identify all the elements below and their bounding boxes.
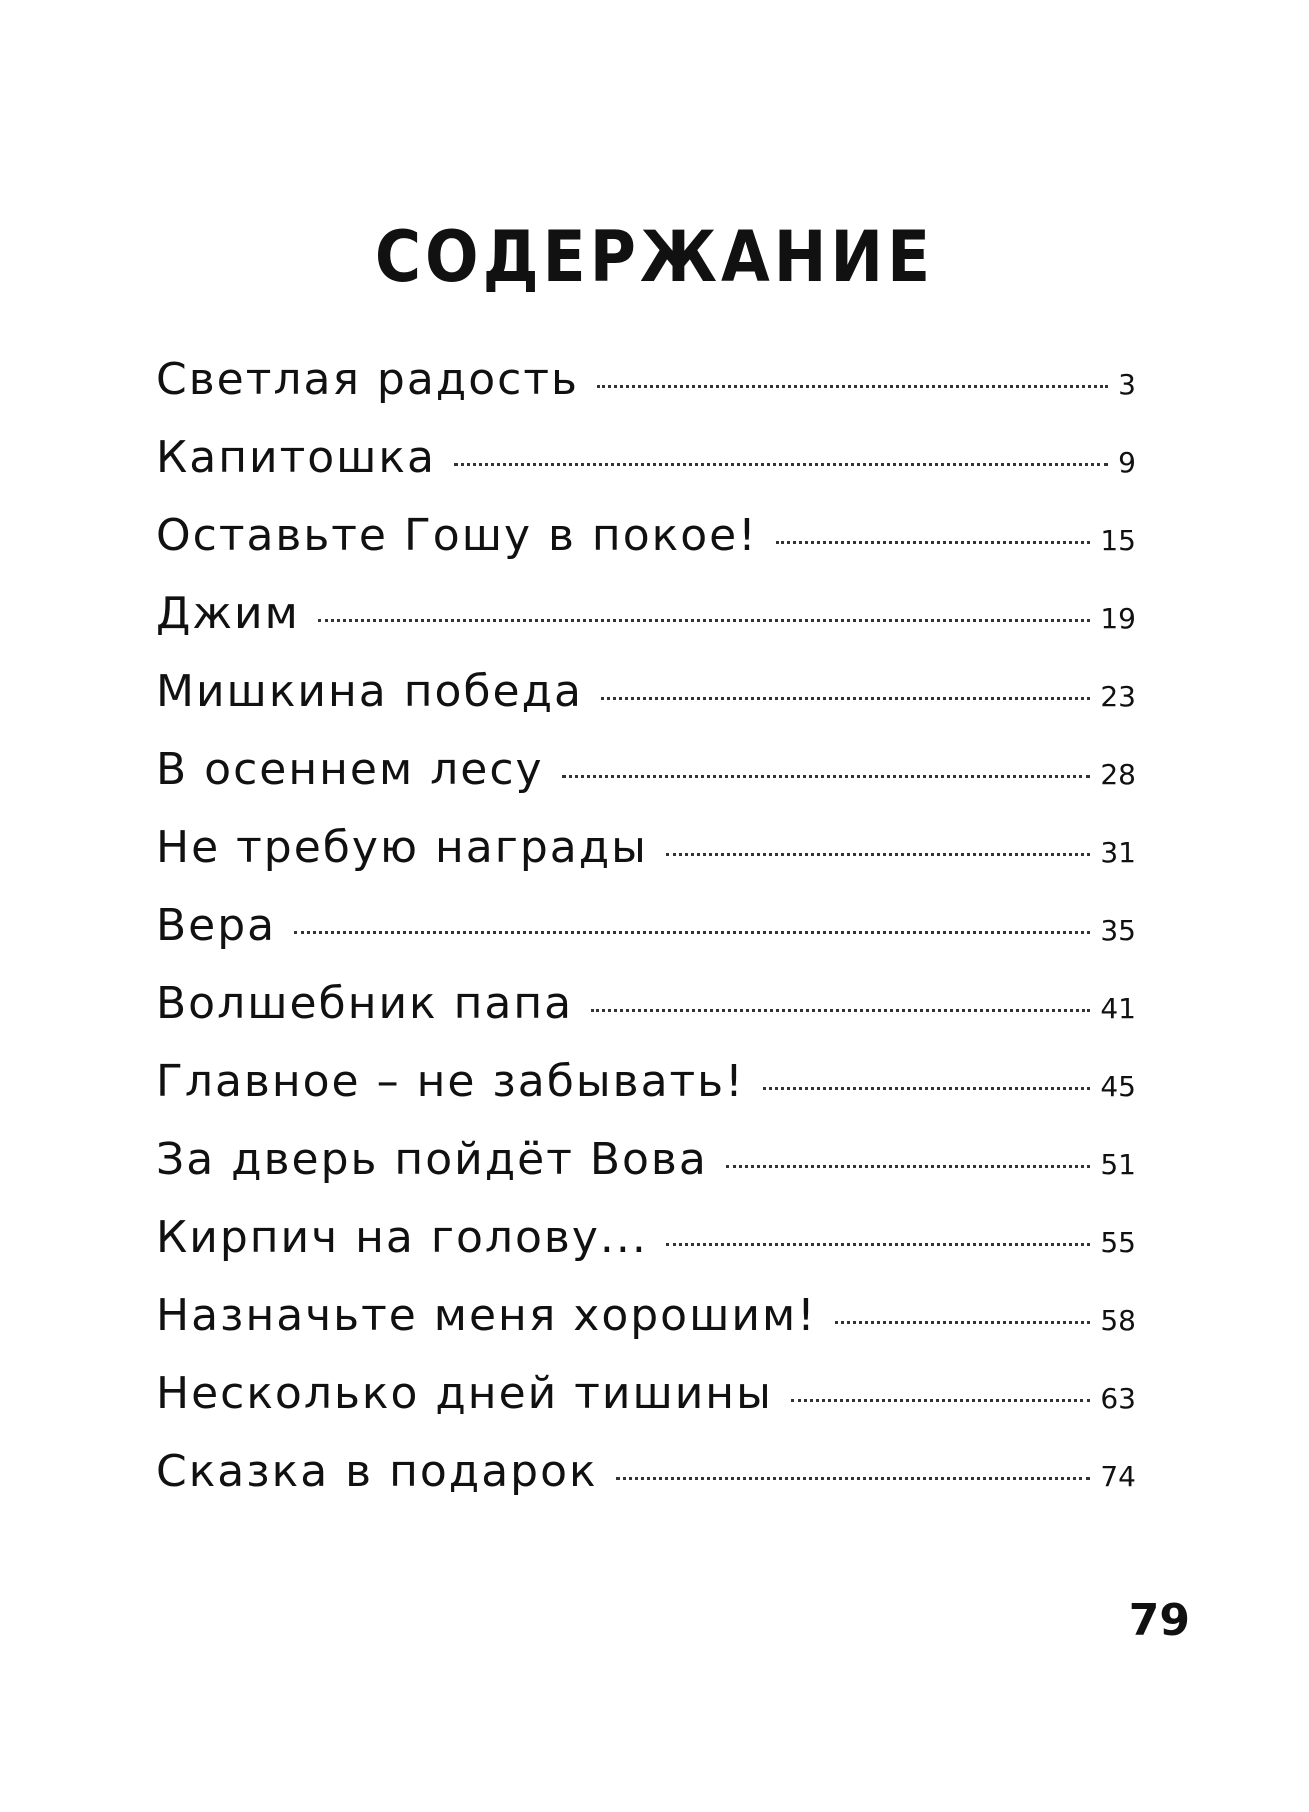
dot-leader: [616, 1477, 1091, 1480]
toc-entry-title: Назначьте меня хорошим!: [156, 1290, 817, 1341]
page-number: 79: [1128, 1595, 1190, 1646]
dot-leader: [791, 1399, 1091, 1402]
dot-leader: [601, 697, 1090, 700]
dot-leader: [726, 1165, 1091, 1168]
toc-entry: [156, 1212, 1136, 1290]
toc-entry: [156, 1056, 1136, 1134]
toc-entry-page: 31: [1100, 836, 1136, 869]
toc-entry-page: 63: [1100, 1382, 1136, 1415]
dot-leader: [666, 853, 1090, 856]
toc-entry-title: Кирпич на голову...: [156, 1212, 648, 1263]
toc-entry-page: 41: [1100, 992, 1136, 1025]
toc-entry-page: 45: [1100, 1070, 1136, 1103]
dot-leader: [591, 1009, 1090, 1012]
toc-entry-title: Светлая радость: [156, 354, 579, 405]
dot-leader: [454, 463, 1108, 466]
toc-entry: [156, 1446, 1136, 1524]
dot-leader: [562, 775, 1091, 778]
toc-entry-page: 15: [1100, 524, 1136, 557]
toc-entry-title: Не требую награды: [156, 822, 648, 873]
dot-leader: [597, 385, 1108, 388]
dot-leader: [666, 1243, 1091, 1246]
toc-entry: [156, 822, 1136, 900]
contents-heading: СОДЕРЖАНИЕ: [374, 216, 935, 298]
toc-entry: [156, 978, 1136, 1056]
toc-entry-page: 58: [1100, 1304, 1136, 1337]
toc-entry: [156, 900, 1136, 978]
table-of-contents: [156, 354, 1136, 1524]
dot-leader: [318, 619, 1091, 622]
toc-entry-page: 55: [1100, 1226, 1136, 1259]
toc-entry-title: Несколько дней тишины: [156, 1368, 773, 1419]
toc-entry-title: Волшебник папа: [156, 978, 574, 1029]
toc-entry-title: Главное – не забывать!: [156, 1056, 745, 1107]
toc-entry: [156, 432, 1136, 510]
toc-entry-page: 28: [1100, 758, 1136, 791]
toc-entry: [156, 744, 1136, 822]
toc-entry: [156, 354, 1136, 432]
toc-entry-page: 23: [1100, 680, 1136, 713]
toc-entry-title: За дверь пойдёт Вова: [156, 1134, 708, 1185]
toc-entry: [156, 666, 1136, 744]
toc-entry-title: Мишкина победа: [156, 666, 583, 717]
toc-entry: [156, 1368, 1136, 1446]
dot-leader: [763, 1087, 1091, 1090]
toc-entry-page: 9: [1118, 446, 1136, 479]
toc-entry: [156, 1134, 1136, 1212]
toc-entry: [156, 1290, 1136, 1368]
toc-entry-title: Вера: [156, 900, 277, 951]
toc-entry-page: 19: [1100, 602, 1136, 635]
toc-entry-title: Капитошка: [156, 432, 436, 483]
dot-leader: [835, 1321, 1091, 1324]
toc-entry-title: Оставьте Гошу в покое!: [156, 510, 758, 561]
dot-leader: [294, 931, 1090, 934]
toc-entry-title: Джим: [156, 588, 300, 639]
toc-entry-page: 74: [1100, 1460, 1136, 1493]
toc-entry-page: 3: [1118, 368, 1136, 401]
dot-leader: [776, 541, 1091, 544]
toc-entry-page: 51: [1100, 1148, 1136, 1181]
toc-entry-page: 35: [1100, 914, 1136, 947]
toc-entry: [156, 588, 1136, 666]
toc-entry: [156, 510, 1136, 588]
toc-entry-title: Сказка в подарок: [156, 1446, 598, 1497]
toc-entry-title: В осеннем лесу: [156, 744, 544, 795]
